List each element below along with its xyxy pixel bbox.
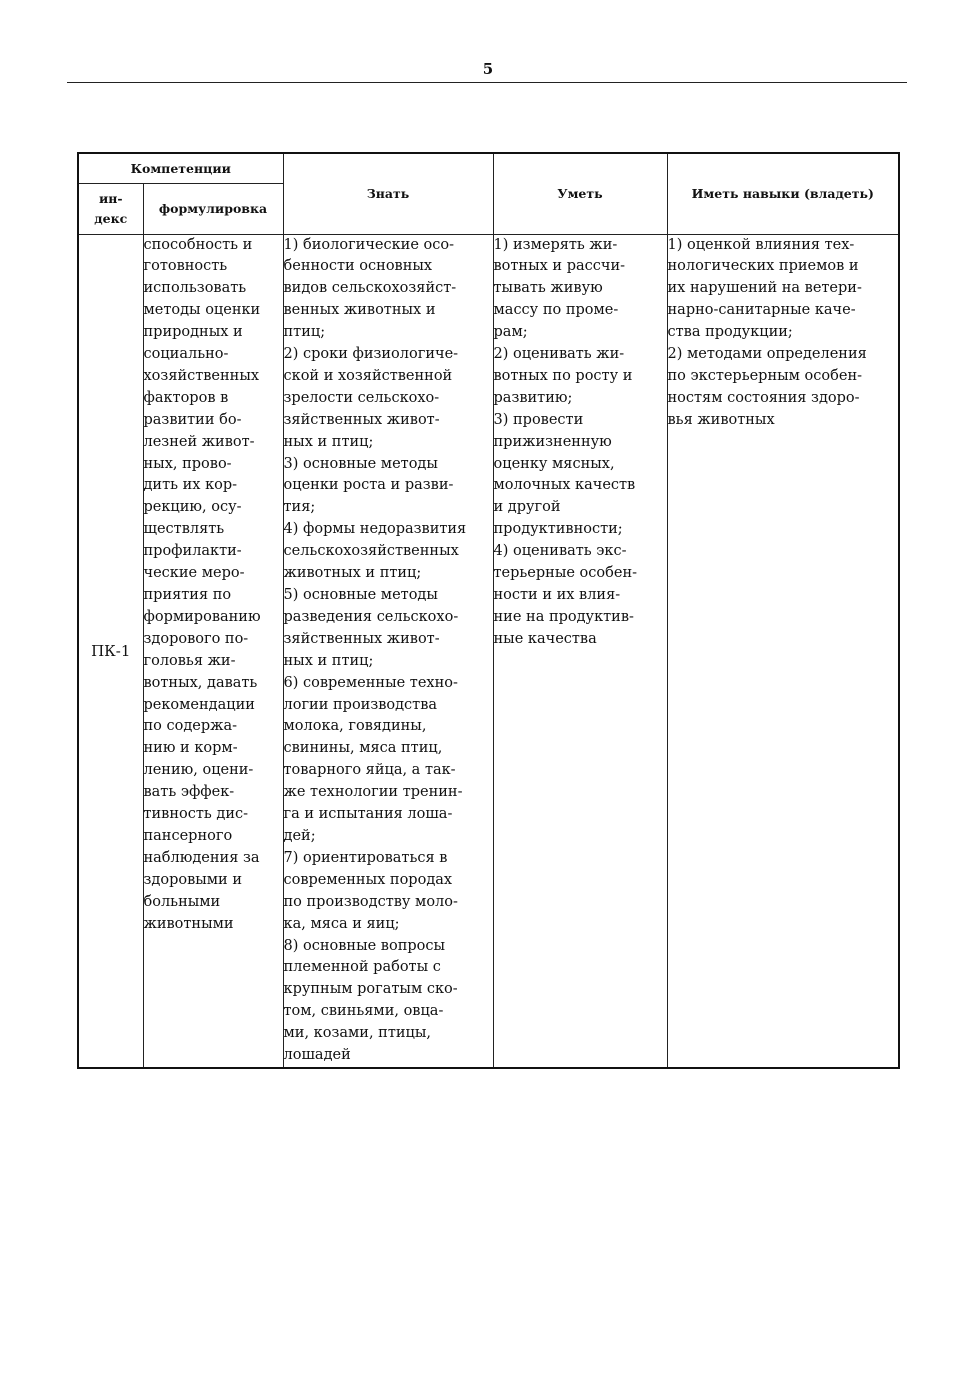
header-index: ин- декс <box>78 183 143 234</box>
cell-can: 1) измерять жи- вотных и рассчи- тывать живую массу по проме- рам; 2) оценивать жи- вотных по росту и развитию; 3) провести прижизненную оценку мясных, молочных качеств и другой продуктивности; 4) оценивать экс- терьерные особен- ности и их влия- ние на продуктив- ные качества <box>493 234 667 1068</box>
header-rule <box>67 82 907 83</box>
header-competences: Компетенции <box>78 153 283 183</box>
cell-skills: 1) оценкой влияния тех- нологических приемов и их нарушений на ветери- нарно-санитарные каче- ства продукции; 2) методами определения по экстерьерным особен- ностям состояния здоро- вья животных <box>667 234 899 1068</box>
header-formulation: формулировка <box>143 183 283 234</box>
cell-formulation: способность и готовность использовать методы оценки природных и социально- хозяйственных факторов в развитии бо- лезней живот- ных, прово- дить их кор- рекцию, осу- ществлять профилакти- ческие меро- приятия по формированию здорового по- головья жи- вотных, давать рекомендации по содержа- нию и корм- лению, оцени- вать эффек- тивность дис- пансерного наблюдения за здоровыми и больными животными <box>143 234 283 1068</box>
table-row <box>78 234 899 1068</box>
cell-index: ПК-1 <box>78 234 143 1068</box>
page-number: 5 <box>482 60 494 78</box>
competences-table <box>77 152 900 1069</box>
header-can: Уметь <box>493 153 667 234</box>
header-skills: Иметь навыки (владеть) <box>667 153 899 234</box>
cell-know: 1) биологические осо- бенности основных видов сельскохозяйст- венных животных и птиц; 2) сроки физиологиче- ской и хозяйственной зрелости сельскохо- зяйственных живот- ных и птиц; 3) основные методы оценки роста и разви- тия; 4) формы недоразвития сельскохозяйственных животных и птиц; 5) основные методы разведения сельскохо- зяйственных живот- ных и птиц; 6) современные техно- логии производства молока, говядины, свинины, мяса птиц, товарного яйца, а так- же технологии тренин- га и испытания лоша- дей; 7) ориентироваться в современных породах по производству моло- ка, мяса и яиц; 8) основные вопросы племенной работы с крупным рогатым ско- том, свиньями, овца- ми, козами, птицы, лошадей <box>283 234 493 1068</box>
header-know: Знать <box>283 153 493 234</box>
